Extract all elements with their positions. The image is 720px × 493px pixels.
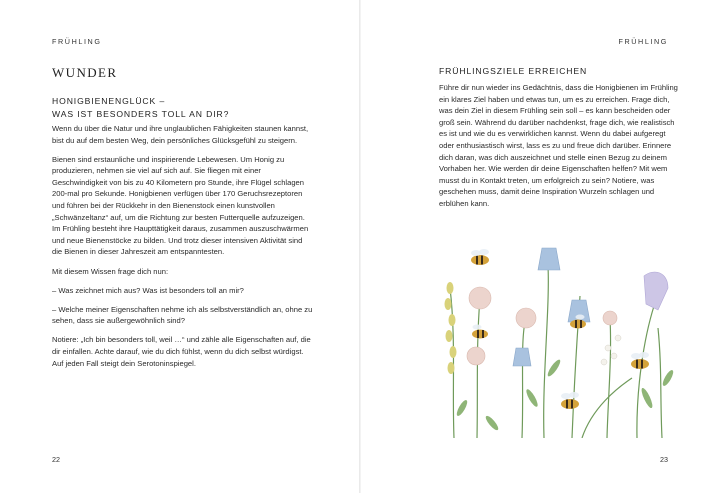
- body-text-left: [52, 123, 314, 369]
- paragraph: Bienen sind erstaunliche und inspirierende Lebewesen. Um Honig zu produzieren, nehmen sie viel auf sich auf. Sie fliegen mit einer Geschwindigkeit von bis zu 40 Kilometern pro Stunde, ihre Flügel schlagen 200-mal pro Sekunde. Honigbienen verfügen über 170 Geruchsrezeptoren und führen bei der Rückkehr in den Bienenstock einen kunstvollen „Schwänzeltanz“ auf, um die Richtung zur besten Futterquelle aufzuzeigen. Im Frühling besteht ihre Haupttätigkeit daraus, zusammen auszuschwärmen und neue Bienenstöcke zu bilden. Und trotz dieser intensiven Aktivität sind die Bienen in dieser Jahreszeit am entspanntesten.: [52, 154, 309, 257]
- paragraph: Führe dir nun wieder ins Gedächtnis, dass die Honigbienen im Frühling ein klares Ziel haben und etwas tun, um es zu erreichen. Frage dich, was dein Ziel in diesem Frühling sein soll – es kann bescheiden oder groß sein. Während du darüber nachdenkst, frage dich, wie realistisch es ist und wie du es verwirklichen kannst. Wenn du dabei aufgeregt oder enthusiastisch wirst, lass es zu und freue dich darüber. Erinnere dich daran, was dich auszeichnet und stelle einen Bezug zu deinem Vorhaben her. Wie werden dir deine Eigenschaften helfen? Mit wem musst du in Kontakt treten, um erfolgreich zu sein? Notiere, was geschehen muss, damit deine Inspiration Wurzeln schlagen und erblühen kann.: [439, 83, 678, 208]
- running-head-right: FRÜHLING: [618, 37, 668, 46]
- bee-icon: [561, 392, 579, 409]
- section-heading-line-2: WAS IST BESONDERS TOLL AN DIR?: [52, 108, 230, 119]
- running-head-left: FRÜHLING: [52, 37, 102, 46]
- section-heading-right: FRÜHLINGSZIELE ERREICHEN: [439, 66, 588, 76]
- bluebell-flowers: [513, 248, 590, 366]
- clover-flowers: [467, 287, 617, 365]
- question-item: – Welche meiner Eigenschaften nehme ich als selbstverständlich an, ohne zu sehen, dass sie außergewöhnlich sind?: [52, 304, 313, 326]
- section-heading-left: [52, 95, 302, 120]
- body-text-right: [439, 82, 679, 210]
- bellflower: [644, 272, 668, 310]
- bee-icon: [631, 352, 649, 369]
- paragraph: Notiere: „Ich bin besonders toll, weil …“ und zähle alle Eigenschaften auf, die dir einfallen. Achte darauf, wie du dich fühlst, wenn du dich selbst würdigst. Auf jeden Fall steigt dein Serotoninspiegel.: [52, 335, 311, 368]
- bees-and-spring-flowers-illustration: [432, 238, 692, 438]
- page-number-left: 22: [52, 455, 60, 464]
- question-item: – Was zeichnet mich aus? Was ist besonders toll an mir?: [52, 285, 244, 295]
- bee-icon: [471, 249, 489, 265]
- section-heading-line-1: HONIGBIENENGLÜCK –: [52, 96, 166, 106]
- paragraph: Mit diesem Wissen frage dich nun:: [52, 266, 169, 276]
- paragraph: Wenn du über die Natur und ihre unglaublichen Fähigkeiten staunen kannst, bist du auf dem besten Weg, dein persönliches Glücksgefühl zu steigern.: [52, 124, 309, 145]
- book-gutter: [359, 0, 361, 493]
- bee-icon: [472, 325, 488, 339]
- chapter-title: WUNDER: [52, 65, 118, 80]
- page-number-right: 23: [660, 455, 668, 464]
